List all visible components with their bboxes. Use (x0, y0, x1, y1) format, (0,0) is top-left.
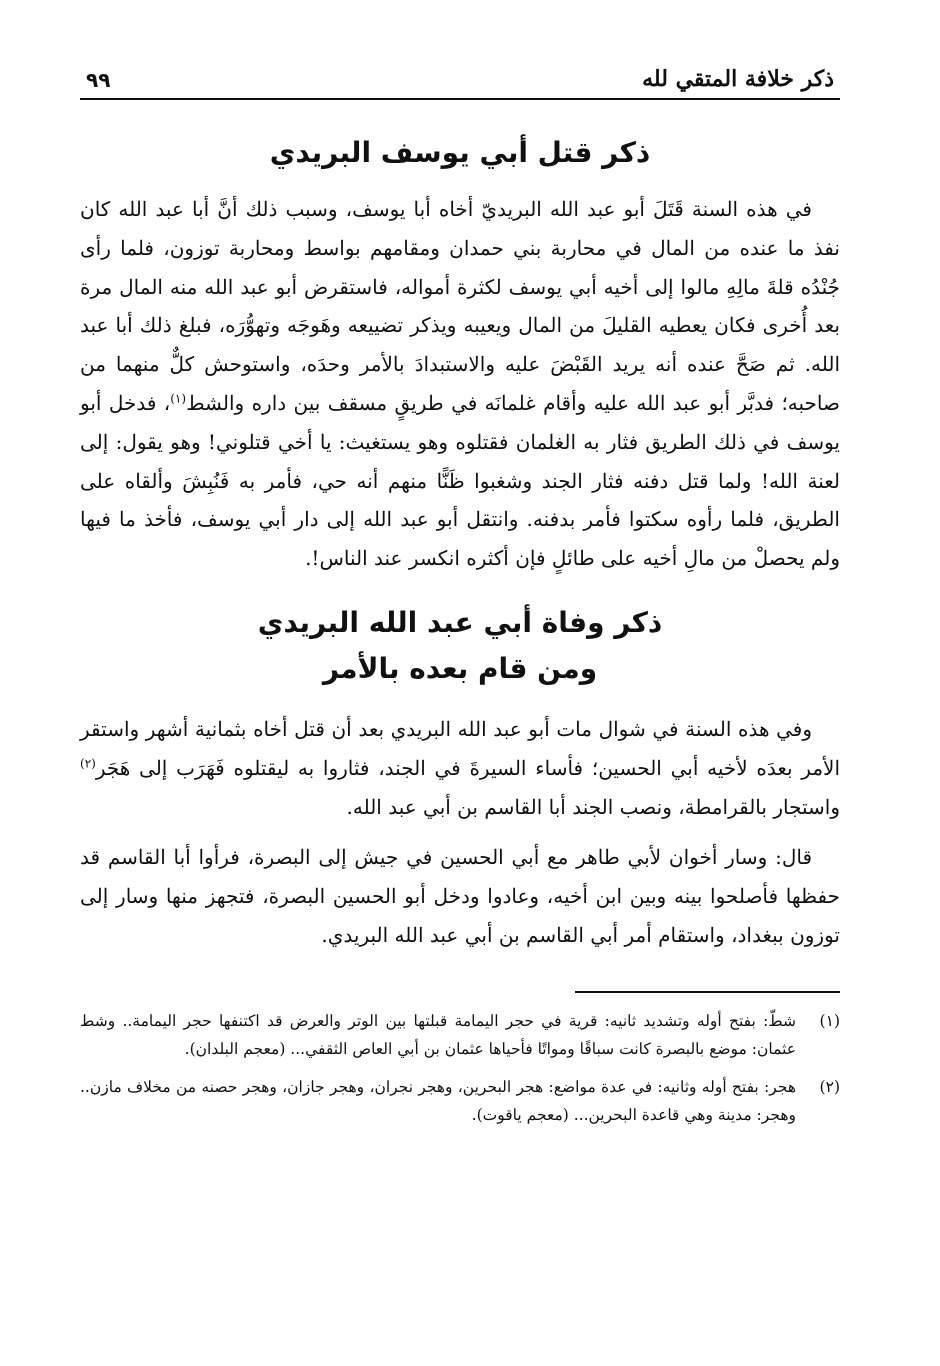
section-title-line: ومن قام بعده بالأمر (322, 651, 598, 685)
paragraph-text: ، فدخل أبو يوسف في ذلك الطريق فثار به الغلمان فقتلوه وهو يستغيث: يا أخي قتلوني! وهو يقول: إلى لعنة الله! ولما قتل دفنه فثار الجند وشغبوا ظَنًّا منهم أنه حي، فأمر به فَنُبِشَ وألقاه على الطريق، فلما رأوه سكتوا فأمر بدفنه. وانتقل أبو عبد الله إلى دار أبي يوسف، فأخذ ما فيها ولم يحصلْ من مالِ أخيه على طائلٍ فإن أكثره انكسر عند الناس!. (80, 390, 840, 571)
section-title-line: ذكر وفاة أبي عبد الله البريدي (257, 605, 663, 639)
paragraph-text: في هذه السنة قَتَلَ أبو عبد الله البريديّ أخاه أبا يوسف، وسبب ذلك أنَّ أبا عبد الله كان نفذ ما عنده من المال في محاربة بني حمدان ومقامهم بواسط ومحاربة توزون، فلما رأى جُنْدُه قلةَ مالِهِ مالوا إلى أخيه أبي يوسف لكثرة أمواله، فاستقرض أبو عبد الله منه المال مرة بعد أُخرى فكان يعطيه القليلَ من المال ويعيبه ويذكر تضييعه وهَوجَه وتهوُّرَه، فبلغ ذلك أبا عبد الله. ثم صَحَّ عنده أنه يريد القَبْضَ عليه والاستبدادَ بالأمر وحدَه، واستوحش كلٌّ منهما من صاحبه؛ فدبَّر أبو عبد الله عليه وأقام غلمانَه في طريقٍ مسقف بين داره والشط (80, 197, 840, 415)
running-title: ذكر خلافة المتقي لله (642, 66, 834, 92)
footnote-ref[interactable]: (٢) (80, 756, 96, 771)
footnote-number: (٢) (819, 1077, 840, 1096)
section-paragraph: قال: وسار أخوان لأبي طاهر مع أبي الحسين في جيش إلى البصرة، فرأوا أبا القاسم قد حفظها فأصلحوا بينه وبين ابن أخيه، وعادوا ودخل أبو الحسين البصرة، فتجهز منها وسار إلى توزون ببغداد، واستقام أمر أبي القاسم بن أبي عبد الله البريدي. (80, 845, 840, 947)
section-title (80, 600, 840, 692)
section-title: ذكر قتل أبي يوسف البريدي (269, 136, 651, 169)
section-paragraph (80, 710, 840, 826)
paragraph-text: واستجار بالقرامطة، ونصب الجند أبا القاسم بن أبي عبد الله. (346, 794, 840, 819)
footnote-text: شطّ: بفتح أوله وتشديد ثانيه: قرية في حجر اليمامة قبلتها بين الوتر والعرض قد اكتنفها حجر اليمامة.. وشط عثمان: موضع بالبصرة كانت سباقًا ومواتًا فأحياها عثمان بن أبي العاص الثقفي... (معجم البلدان). (80, 1011, 796, 1058)
section-paragraph (80, 190, 840, 578)
page-number: ٩٩ (86, 68, 111, 92)
footnote-number: (١) (819, 1011, 840, 1030)
running-header (80, 58, 840, 100)
paragraph-text: وفي هذه السنة في شوال مات أبو عبد الله البريدي بعد أن قتل أخاه بثمانية أشهر واستقر الأمر بعدَه لأخيه أبي الحسين؛ فأساء السيرةَ في الجند، فثاروا به ليقتلوه فَهَرَب إلى هَجَر (80, 716, 840, 780)
footnote (80, 1073, 840, 1129)
footnotes (80, 1007, 840, 1129)
book-page (80, 58, 840, 1139)
footnote (80, 1007, 840, 1063)
footnote-divider (575, 991, 840, 993)
footnote-text: هجر: بفتح أوله وثانيه: في عدة مواضع: هجر البحرين، وهجر نجران، وهجر جازان، وهجر حصنه من مخلاف مازن.. وهجر: مدينة وهي قاعدة البحرين... (معجم ياقوت). (80, 1077, 796, 1124)
footnote-ref[interactable]: (١) (170, 391, 187, 406)
